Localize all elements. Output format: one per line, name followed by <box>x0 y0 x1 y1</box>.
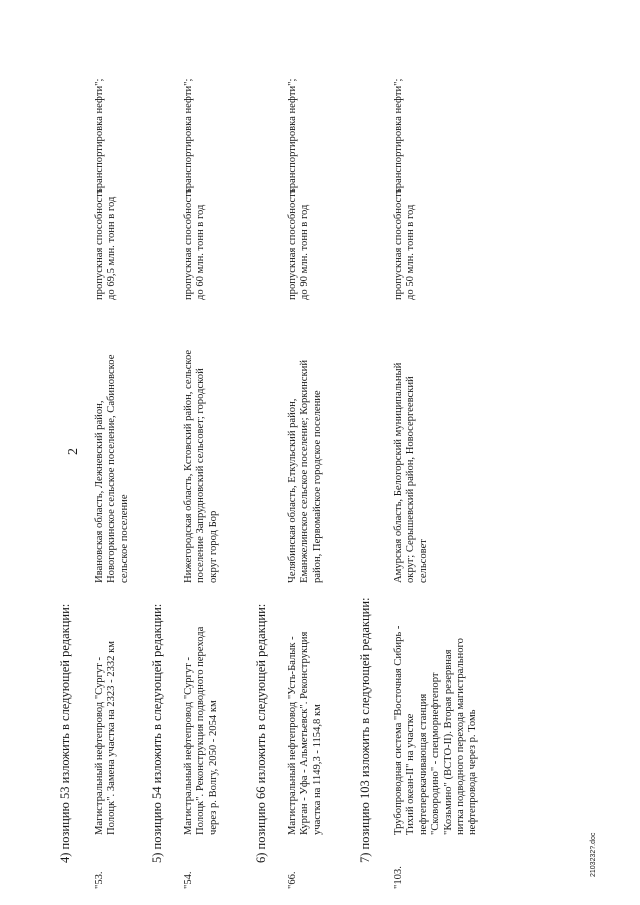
row-location-54: Нижегородская область, Кстовский район, сельское поселение Запрудновский сельсовет; городской округ город Бор <box>183 349 219 583</box>
row-name-103: Трубопроводная система "Восточная Сибирь - Тихий океан-II" на участке нефтеперекачивающая станция "Сковородино" - спецморнефтепорт "Козьмино" (ВСТО-II). Вторая резервная нитка подводного перехода магистрального нефтепровода через р. Томь <box>393 625 479 835</box>
row-purpose-103: транспортировка нефти"; <box>393 78 404 193</box>
row-capacity-66: пропускная способность до 90 млн. тонн в год <box>287 188 311 300</box>
row-location-103: Амурская область, Белогорский муниципальный округ; Серышевский район, Новосергеевский сельсовет <box>393 362 429 583</box>
row-name-54: Магистральный нефтепровод "Сургут - Полоцк". Реконструкция подводного перехода через р. Волгу, 2050 - 2054 км <box>183 626 219 835</box>
row-number-53: "53. <box>94 871 105 889</box>
section-heading-53: 4) позицию 53 изложить в следующей редакции: <box>58 603 72 863</box>
row-number-54: "54. <box>183 871 194 889</box>
section-heading-66: 6) позицию 66 изложить в следующей редакции: <box>254 603 268 863</box>
row-capacity-103: пропускная способность до 50 млн. тонн в год <box>393 188 417 300</box>
row-name-66: Магистральный нефтепровод "Усть-Балык - Курган - Уфа - Альметьевск". Реконструкция участка на 1149,3 - 1154,8 км <box>287 631 323 835</box>
row-number-66: "66. <box>287 871 298 889</box>
row-location-66: Челябинская область, Еткульский район, Еманжелинское сельское поселение; Коркинский район, Первомайское городское поселение <box>287 360 323 583</box>
row-purpose-66: транспортировка нефти"; <box>287 78 298 193</box>
row-number-103: "103. <box>393 866 404 889</box>
row-purpose-53: транспортировка нефти"; <box>94 78 105 193</box>
row-name-53: Магистральный нефтепровод "Сургут - Полоцк". Замена участка на 2323 - 2332 км <box>94 641 118 835</box>
page-number: 2 <box>66 448 81 455</box>
row-capacity-53: пропускная способность до 69,5 млн. тонн в год <box>94 188 118 300</box>
section-heading-103: 7) позицию 103 изложить в следующей редакции: <box>358 597 372 863</box>
section-heading-54: 5) позицию 54 изложить в следующей редакции: <box>150 603 164 863</box>
row-location-53: Ивановская область, Лежневский район, Новогоркинское сельское поселение, Сабиновское сельское поселение <box>94 354 130 583</box>
row-capacity-54: пропускная способность до 60 млн. тонн в год <box>183 188 207 300</box>
row-purpose-54: транспортировка нефти"; <box>183 78 194 193</box>
footer-code: 2103232?.doc <box>590 832 597 877</box>
